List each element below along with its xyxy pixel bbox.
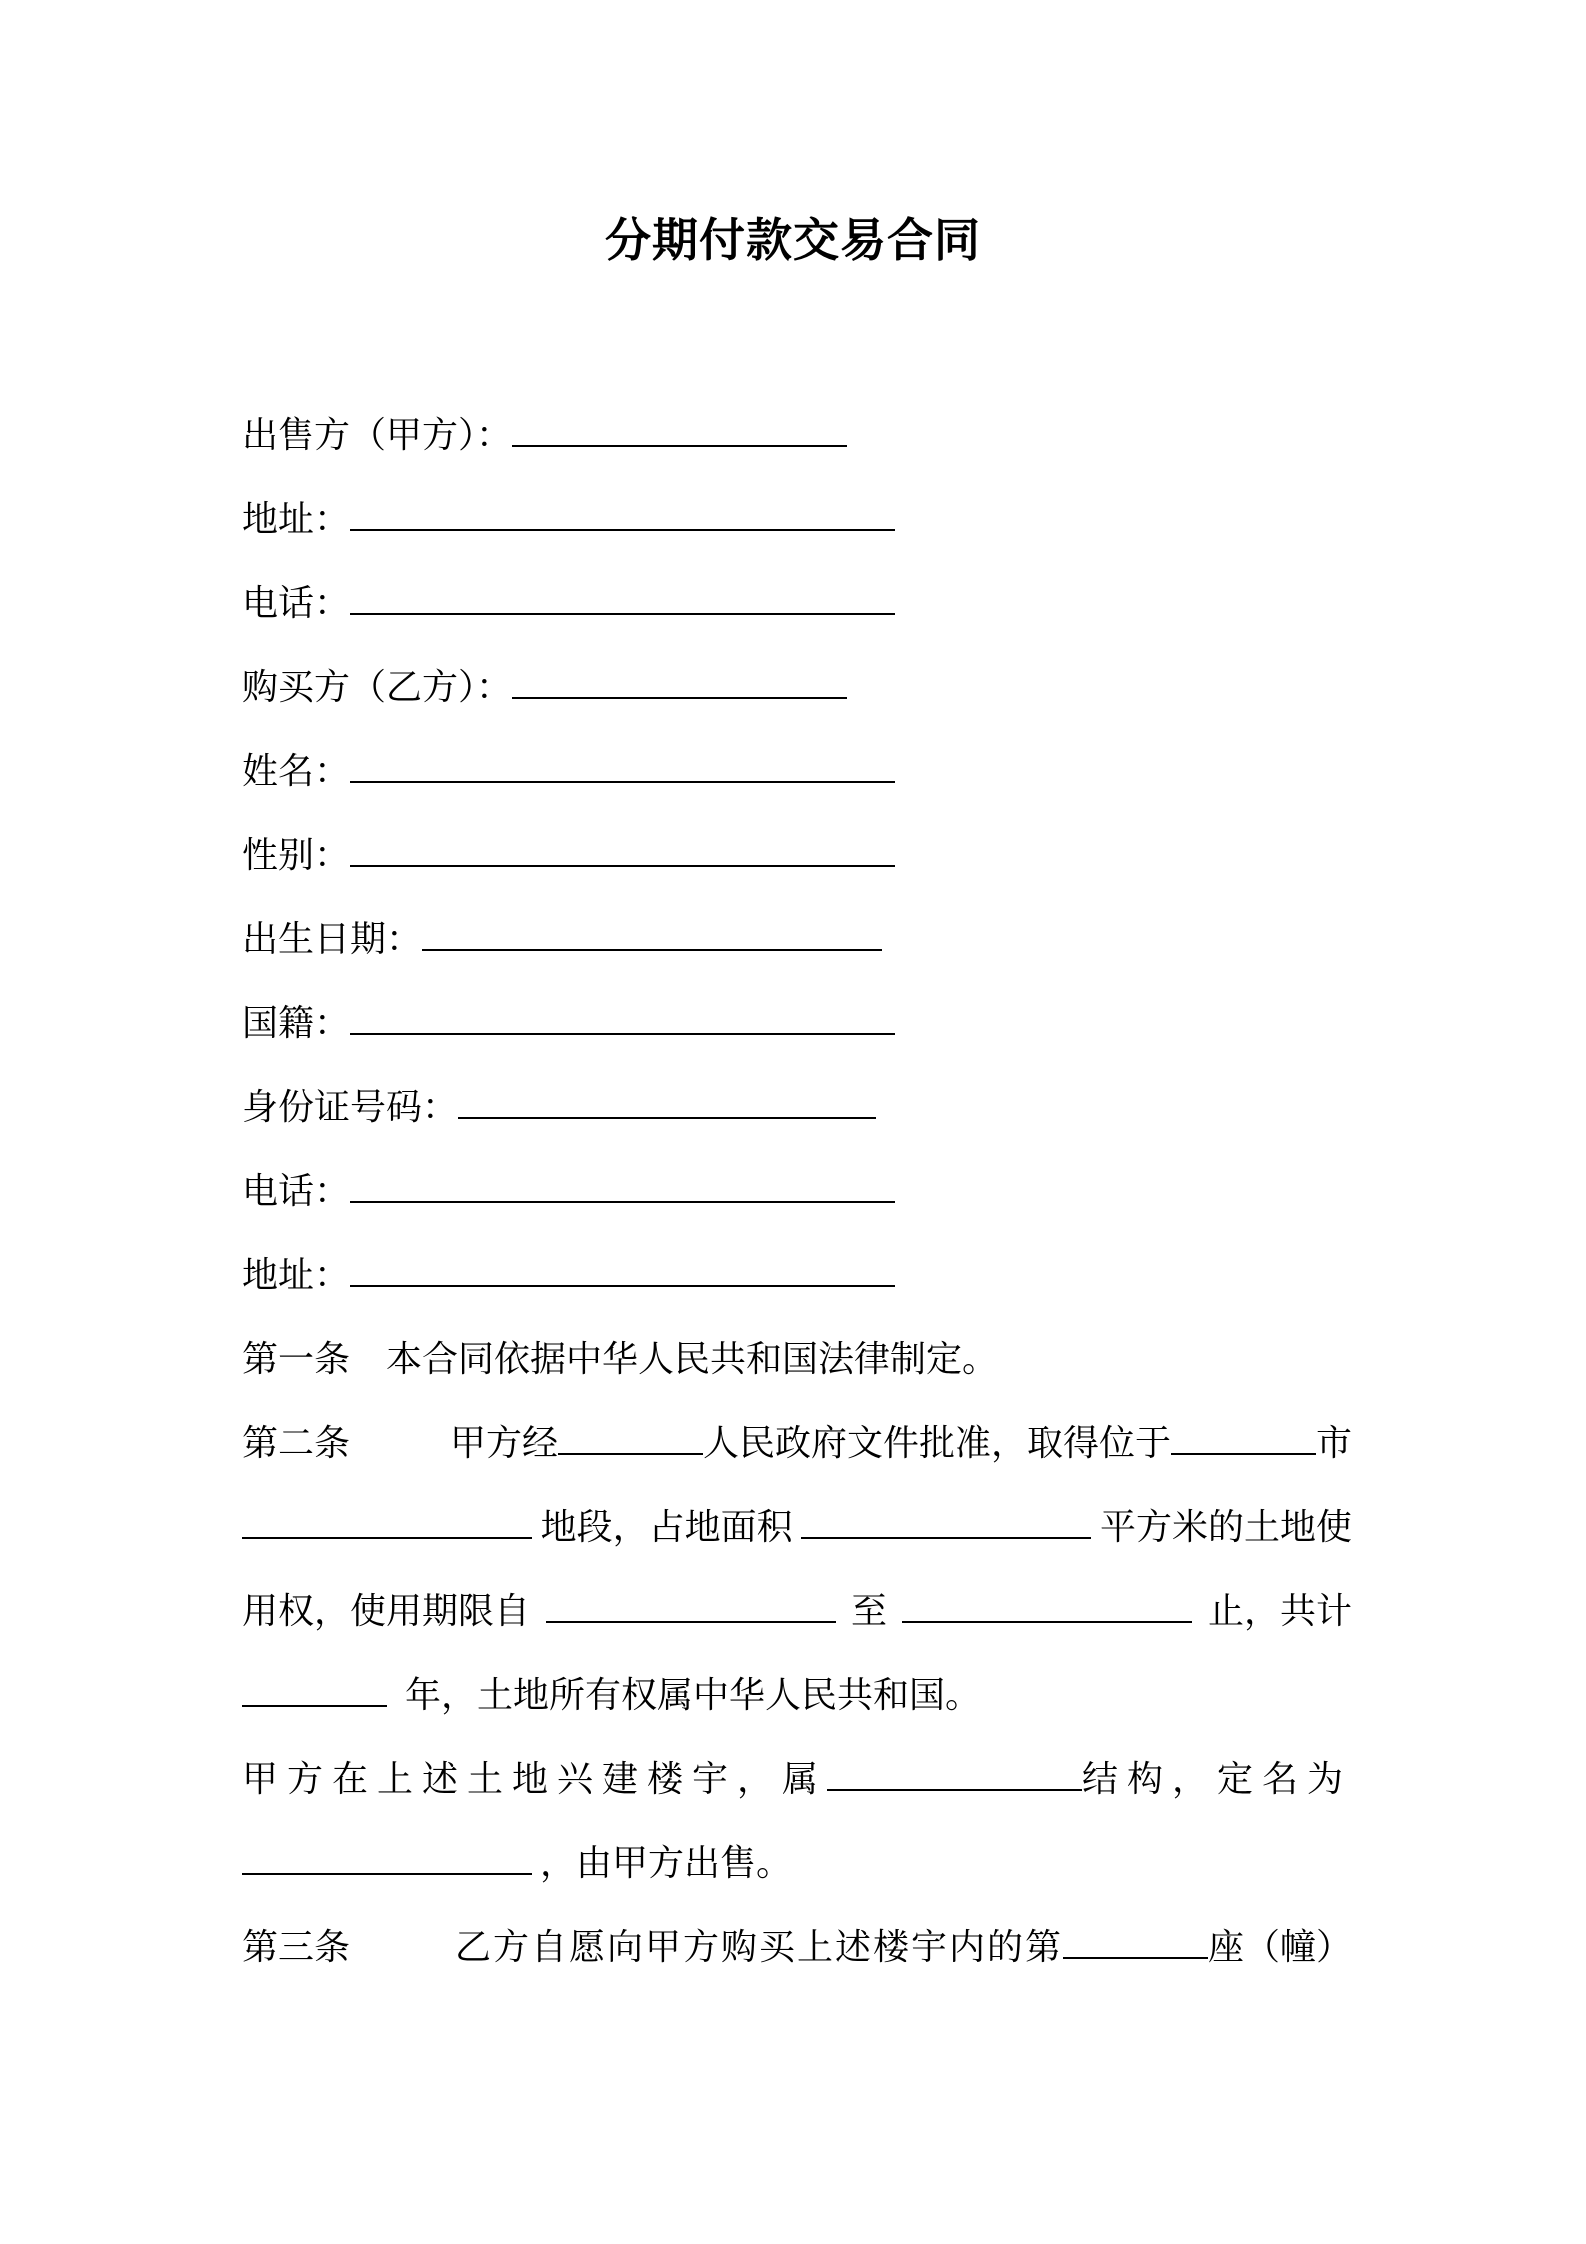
period-end-blank: [902, 1591, 1192, 1623]
structure-blank: [827, 1759, 1082, 1791]
article-3: [242, 1924, 1352, 1972]
buyer-nationality-blank: [350, 1003, 895, 1035]
article-2-paragraph-2-line-2: [242, 1840, 1352, 1888]
seller-party-field: [242, 412, 847, 460]
seller-party-label: 出售方（甲方）：: [242, 415, 513, 456]
buyer-nationality-field: [242, 1000, 895, 1048]
article-3-number: 第三条: [242, 1927, 351, 1968]
seller-phone-field: [242, 580, 895, 628]
buyer-birthdate-field: [242, 916, 882, 964]
buyer-name-label: 姓名：: [242, 751, 351, 792]
article-2-line-3: [242, 1588, 1352, 1636]
buyer-id-field: [242, 1084, 876, 1132]
block-number-blank: [1063, 1927, 1208, 1959]
buyer-birthdate-label: 出生日期：: [242, 919, 423, 960]
city-blank: [1171, 1423, 1316, 1455]
buyer-address-field: [242, 1252, 895, 1300]
document-title: 分期付款交易合同: [605, 213, 981, 267]
article-3-text: 乙方自愿向甲方购买上述楼宇内的第: [454, 1927, 1063, 1968]
buyer-nationality-label: 国籍：: [242, 1003, 351, 1044]
seller-address-label: 地址：: [242, 499, 351, 540]
area-blank: [801, 1507, 1091, 1539]
article-1: [242, 1336, 1352, 1384]
article-1-text: 本合同依据中华人民共和国法律制定。: [386, 1339, 999, 1380]
buyer-birthdate-blank: [422, 919, 882, 951]
seller-phone-label: 电话：: [242, 583, 351, 624]
buyer-name-blank: [350, 751, 895, 783]
article-2-text-approved: 甲方经: [449, 1423, 558, 1464]
years-blank: [242, 1675, 387, 1707]
article-3-text-block: 座（幢）: [1207, 1927, 1352, 1968]
article-2-line-4: [242, 1672, 1352, 1720]
period-start-blank: [546, 1591, 836, 1623]
buyer-phone-field: [242, 1168, 895, 1216]
article-2-text-ownership: 年，土地所有权属中华人民共和国。: [405, 1675, 982, 1716]
article-2-text-building: 甲方在上述土地兴建楼宇，属: [242, 1759, 828, 1800]
approval-authority-blank: [558, 1423, 703, 1455]
article-2-text-land-use: 平方米的土地使: [1099, 1507, 1352, 1548]
article-2-text-sale: ，由甲方出售。: [540, 1843, 793, 1884]
article-2-text-to: 至: [850, 1591, 887, 1632]
article-2-text-total: 止，共计: [1207, 1591, 1352, 1632]
article-2-number: 第二条: [242, 1423, 351, 1464]
plot-blank: [242, 1507, 532, 1539]
seller-phone-blank: [350, 583, 895, 615]
buyer-party-blank: [512, 667, 847, 699]
seller-address-blank: [350, 499, 895, 531]
seller-address-field: [242, 496, 895, 544]
article-2-text-period: 用权，使用期限自: [242, 1591, 531, 1632]
building-name-blank: [242, 1843, 532, 1875]
buyer-gender-field: [242, 832, 895, 880]
buyer-party-field: [242, 664, 847, 712]
buyer-id-label: 身份证号码：: [242, 1087, 459, 1128]
article-2-line-2: [242, 1504, 1352, 1552]
buyer-address-blank: [350, 1255, 895, 1287]
buyer-gender-label: 性别：: [242, 835, 351, 876]
buyer-phone-label: 电话：: [242, 1171, 351, 1212]
buyer-gender-blank: [350, 835, 895, 867]
article-2-text-named: 结构，定名为: [1081, 1759, 1352, 1800]
buyer-party-label: 购买方（乙方）：: [242, 667, 513, 708]
article-2-text-area: 地段，占地面积: [540, 1507, 793, 1548]
article-2-line-1: [242, 1420, 1352, 1468]
article-2-text-location: 人民政府文件批准，取得位于: [702, 1423, 1171, 1464]
article-2-paragraph-2-line-1: [242, 1756, 1352, 1804]
buyer-name-field: [242, 748, 895, 796]
buyer-phone-blank: [350, 1171, 895, 1203]
buyer-id-blank: [458, 1087, 876, 1119]
article-2-text-city: 市: [1315, 1423, 1352, 1464]
article-1-number: 第一条: [242, 1339, 351, 1380]
seller-party-blank: [512, 415, 847, 447]
buyer-address-label: 地址：: [242, 1255, 351, 1296]
